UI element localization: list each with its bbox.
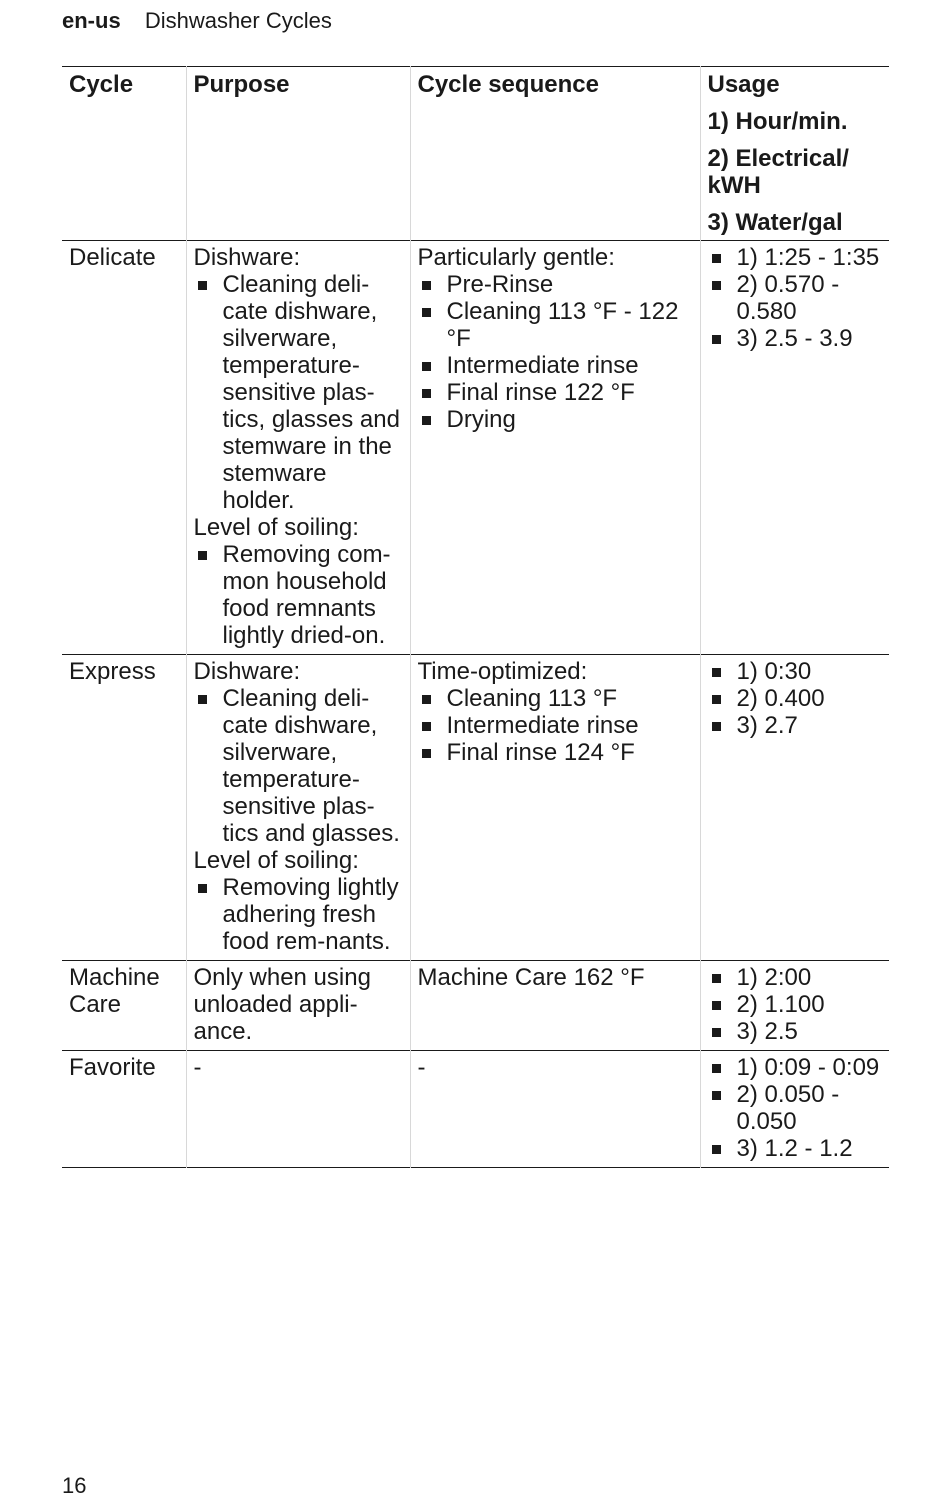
list-item: 3) 2.7 [708, 712, 884, 739]
cycle-name: Machine Care [69, 964, 160, 1018]
usage-cell [700, 1051, 889, 1168]
list-item: Cleaning deli-cate dishware, silverware, temperature-sensitive plas-tics and glasses. [194, 685, 404, 847]
column-header-usage [700, 67, 889, 241]
cycle-name: Express [69, 658, 156, 685]
usage-list [708, 244, 884, 352]
usage-cell [700, 655, 889, 961]
usage-cell [700, 961, 889, 1051]
table-row [62, 241, 889, 655]
usage-list [708, 964, 884, 1045]
table-row [62, 655, 889, 961]
purpose-cell: - [186, 1051, 410, 1168]
list-item: 1) 0:30 [708, 658, 884, 685]
sequence-cell [410, 241, 700, 655]
column-header-purpose: Purpose [186, 67, 410, 241]
sequence-list [418, 685, 694, 766]
language-code: en-us [62, 8, 121, 33]
list-item: Cleaning deli-cate dishware, silverware, temperature-sensitive plas-tics, glasses and stemware in the stemware holder. [194, 271, 404, 514]
usage-label: Usage [707, 71, 780, 98]
list-item: Pre-Rinse [418, 271, 694, 298]
list-item: 2) 0.570 - 0.580 [708, 271, 884, 325]
purpose-cell: Only when using unloaded appli-ance. [186, 961, 410, 1051]
purpose-intro: Dishware: [193, 244, 301, 271]
list-item: 2) 0.050 - 0.050 [708, 1081, 884, 1135]
table-row [62, 961, 889, 1051]
sequence-intro: Time-optimized: [417, 658, 588, 685]
soiling-intro: Level of soiling: [193, 514, 359, 541]
list-item: Cleaning 113 °F [418, 685, 694, 712]
list-item: 1) 2:00 [708, 964, 884, 991]
list-item: Final rinse 124 °F [418, 739, 694, 766]
list-item: 1) 0:09 - 0:09 [708, 1054, 884, 1081]
purpose-list [194, 685, 404, 847]
usage-electrical-label: 2) Electrical/ kWH [707, 145, 849, 199]
usage-list [708, 1054, 884, 1162]
soiling-intro: Level of soiling: [193, 847, 359, 874]
column-header-sequence: Cycle sequence [410, 67, 700, 241]
list-item: Removing com-mon household food remnants lightly dried-on. [194, 541, 404, 649]
soiling-list [194, 874, 404, 955]
list-item: 2) 1.100 [708, 991, 884, 1018]
usage-water-label: 3) Water/gal [707, 209, 843, 236]
list-item: Cleaning 113 °F - 122 °F [418, 298, 694, 352]
list-item: 2) 0.400 [708, 685, 884, 712]
sequence-cell: Machine Care 162 °F [410, 961, 700, 1051]
cycle-name: Delicate [69, 244, 156, 271]
list-item: Removing lightly adhering fresh food rem-nants. [194, 874, 404, 955]
list-item: 3) 2.5 - 3.9 [708, 325, 884, 352]
list-item: Drying [418, 406, 694, 433]
soiling-list [194, 541, 404, 649]
table-header-row [62, 67, 889, 241]
usage-hour-label: 1) Hour/min. [707, 108, 848, 135]
list-item: Intermediate rinse [418, 352, 694, 379]
list-item: Final rinse 122 °F [418, 379, 694, 406]
cycle-name: Favorite [69, 1054, 156, 1081]
table-row [62, 1051, 889, 1168]
purpose-cell [186, 655, 410, 961]
list-item: 1) 1:25 - 1:35 [708, 244, 884, 271]
usage-cell [700, 241, 889, 655]
section-title: Dishwasher Cycles [144, 8, 332, 33]
sequence-cell [410, 655, 700, 961]
usage-list [708, 658, 884, 739]
dishwasher-cycles-table [62, 66, 889, 1168]
sequence-list [418, 271, 694, 433]
sequence-cell: - [410, 1051, 700, 1168]
list-item: 3) 1.2 - 1.2 [708, 1135, 884, 1162]
purpose-intro: Dishware: [193, 658, 301, 685]
purpose-cell [186, 241, 410, 655]
page-number: 16 [62, 1473, 87, 1498]
page-header [62, 8, 332, 34]
list-item: Intermediate rinse [418, 712, 694, 739]
sequence-intro: Particularly gentle: [417, 244, 615, 271]
column-header-cycle: Cycle [69, 71, 134, 98]
list-item: 3) 2.5 [708, 1018, 884, 1045]
purpose-list [194, 271, 404, 514]
